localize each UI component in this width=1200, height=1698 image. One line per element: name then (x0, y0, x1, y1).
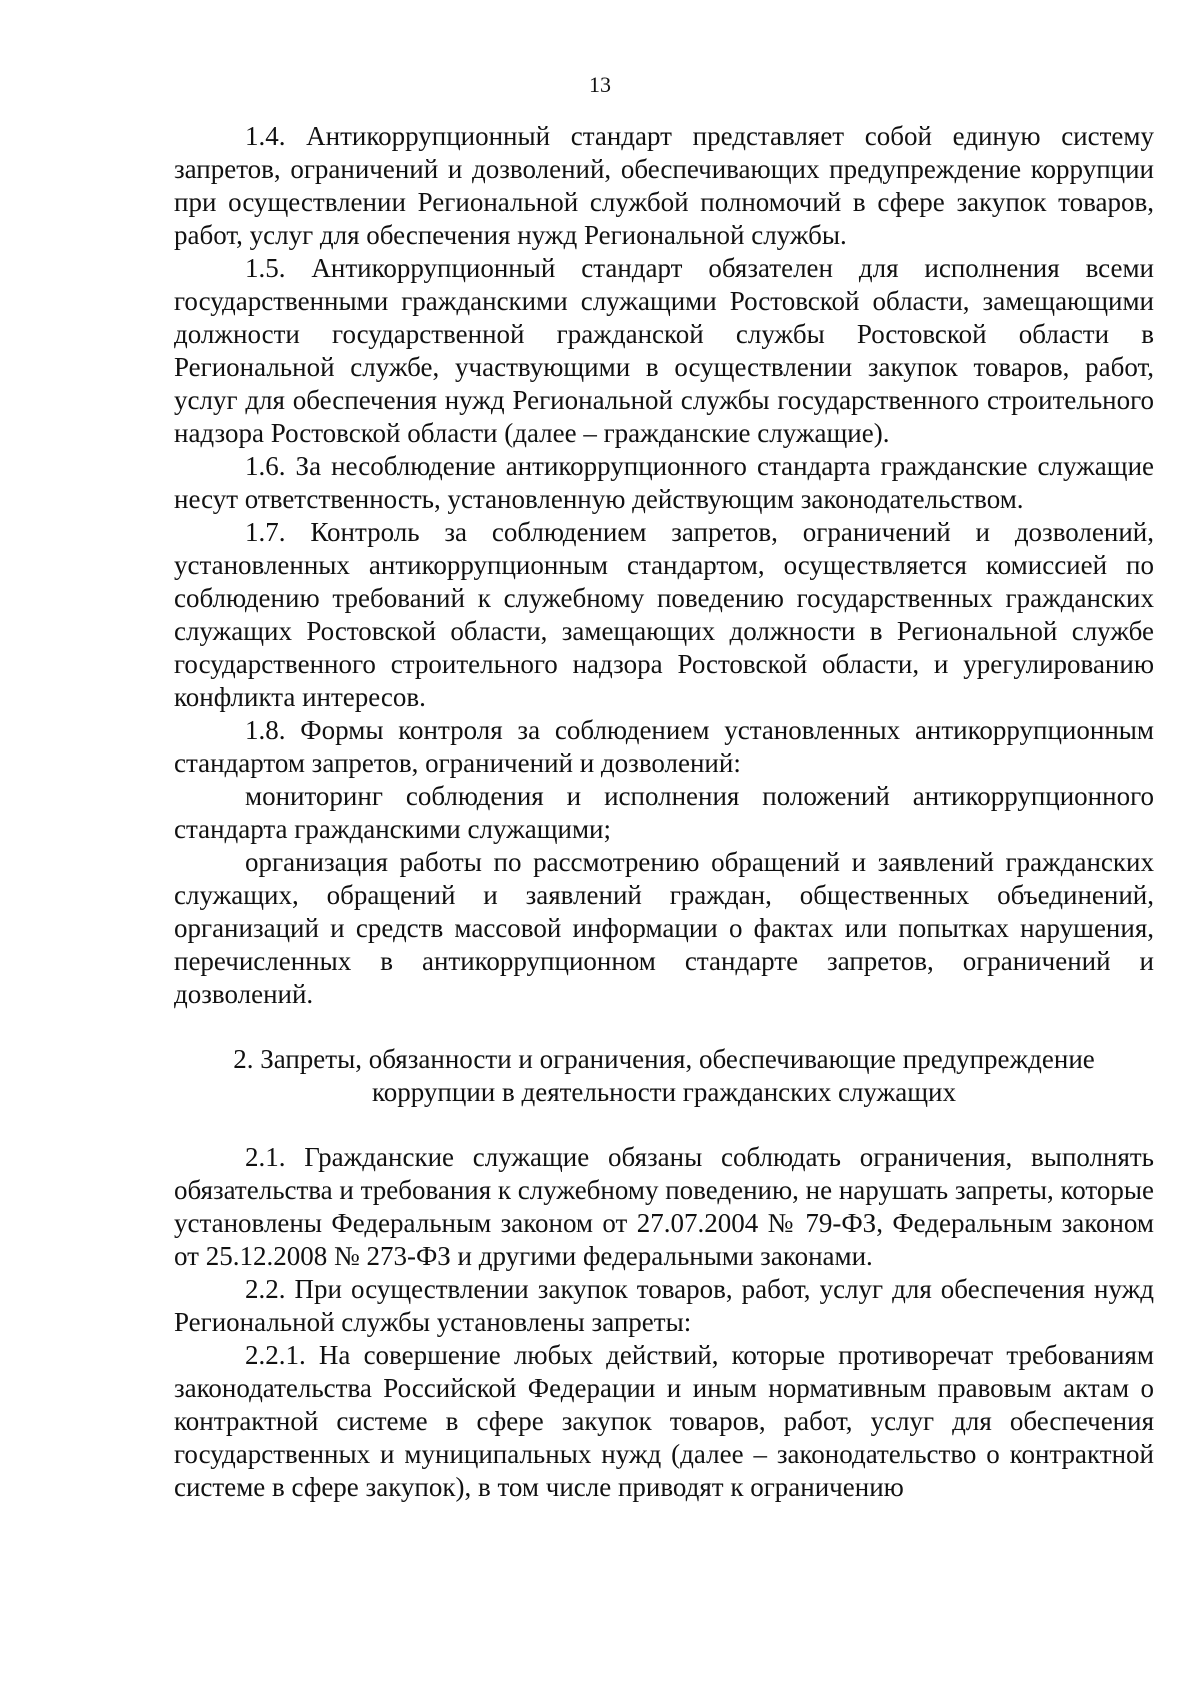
paragraph-1-5: 1.5. Антикоррупционный стандарт обязателен для исполнения всеми государственными гражданскими служащими Ростовской области, замещающими должности государственной гражданской службы Ростовской области в Региональной службе, участвующими в осуществлении закупок товаров, работ, услуг для обеспечения нужд Региональной службы государственного строительного надзора Ростовской области (далее – гражданские служащие). (174, 253, 1154, 448)
paragraph-1-8: 1.8. Формы контроля за соблюдением установленных антикоррупционным стандартом запретов, ограничений и дозволений: (174, 715, 1154, 778)
paragraph-1-8-item-appeals: организация работы по рассмотрению обращений и заявлений гражданских служащих, обращений и заявлений граждан, общественных объединений, организаций и средств массовой информации о фактах или попытках нарушения, перечисленных в антикоррупционном стандарте запретов, ограничений и дозволений. (174, 847, 1154, 1009)
section-2-heading (174, 1043, 1154, 1109)
document-body (174, 120, 1154, 1504)
paragraph-2-2: 2.2. При осуществлении закупок товаров, работ, услуг для обеспечения нужд Региональной службы установлены запреты: (174, 1274, 1154, 1337)
paragraph-1-6: 1.6. За несоблюдение антикоррупционного стандарта гражданские служащие несут ответственность, установленную действующим законодательством. (174, 451, 1154, 514)
paragraph-1-4: 1.4. Антикоррупционный стандарт представляет собой единую систему запретов, ограничений и дозволений, обеспечивающих предупреждение коррупции при осуществлении Региональной службой полномочий в сфере закупок товаров, работ, услуг для обеспечения нужд Региональной службы. (174, 121, 1154, 250)
paragraph-2-2-1: 2.2.1. На совершение любых действий, которые противоречат требованиям законодательства Российской Федерации и иным нормативным правовым актам о контрактной системе в сфере закупок товаров, работ, услуг для обеспечения государственных и муниципальных нужд (далее – законодательство о контрактной системе в сфере закупок), в том числе приводят к ограничению (174, 1340, 1154, 1502)
section-2-heading-line-2: коррупции в деятельности гражданских служащих (372, 1077, 956, 1107)
spacer (174, 1109, 1154, 1141)
paragraph-2-1: 2.1. Гражданские служащие обязаны соблюдать ограничения, выполнять обязательства и требования к служебному поведению, не нарушать запреты, которые установлены Федеральным законом от 27.07.2004 № 79-ФЗ, Федеральным законом от 25.12.2008 № 273-ФЗ и другими федеральными законами. (174, 1142, 1154, 1271)
spacer (174, 1011, 1154, 1043)
section-2-heading-line-1: 2. Запреты, обязанности и ограничения, обеспечивающие предупреждение (233, 1044, 1095, 1074)
page-number: 13 (589, 72, 611, 97)
paragraph-1-7: 1.7. Контроль за соблюдением запретов, ограничений и дозволений, установленных антикоррупционным стандартом, осуществляется комиссией по соблюдению требований к служебному поведению государственных гражданских служащих Ростовской области, замещающих должности в Региональной службе государственного строительного надзора Ростовской области, и урегулированию конфликта интересов. (174, 517, 1154, 712)
paragraph-1-8-item-monitoring: мониторинг соблюдения и исполнения положений антикоррупционного стандарта гражданскими служащими; (174, 781, 1154, 844)
